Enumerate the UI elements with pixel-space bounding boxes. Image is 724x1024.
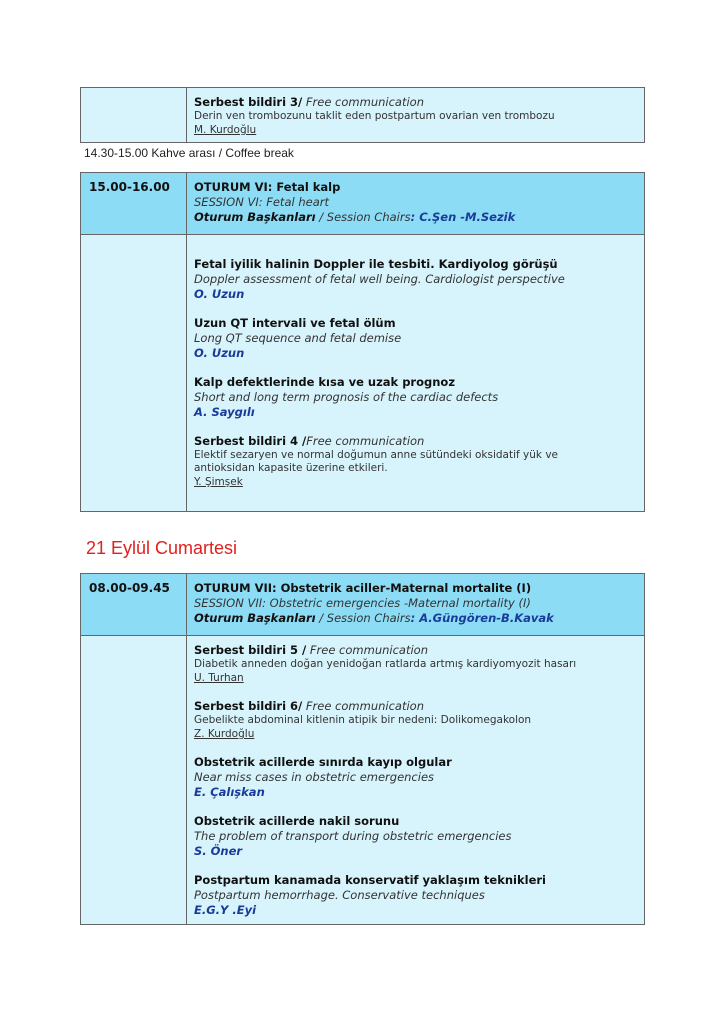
- session-7-table: [80, 573, 645, 925]
- session-title-en: SESSION VI: Fetal heart: [194, 195, 329, 209]
- talk-title-en: Free communication: [306, 643, 428, 657]
- talk-description: Gebelikte abdominal kitlenin atipik bir nedeni: Dolikomegakolon: [194, 714, 532, 726]
- talk-title-en: Long QT sequence and fetal demise: [194, 331, 402, 345]
- talk-title-en: Short and long term prognosis of the cardiac defects: [194, 390, 499, 404]
- session-chairs: : C.Şen -M.Sezik: [410, 210, 516, 224]
- talk-title: Postpartum kanamada konservatif yaklaşım teknikleri: [194, 873, 547, 887]
- table-free-communication-3: [80, 87, 645, 143]
- talk-author: O. Uzun: [194, 346, 245, 360]
- talk-author: A. Saygılı: [194, 405, 255, 419]
- talk-description: Elektif sezaryen ve normal doğumun anne sütündeki oksidatif yük ve: [194, 449, 559, 461]
- talk-title-en: Free communication: [302, 699, 424, 713]
- talk-author: S. Öner: [194, 844, 243, 858]
- talk-title: Obstetrik acillerde nakil sorunu: [194, 814, 400, 828]
- time-cell-empty: [81, 636, 187, 924]
- talk-title: Serbest bildiri 6/: [194, 699, 303, 713]
- talk-author: M. Kurdoğlu: [194, 124, 257, 136]
- day-heading: 21 Eylül Cumartesi: [86, 538, 238, 558]
- session-6-table: [80, 172, 645, 512]
- talk-description: antioksidan kapasite üzerine etkileri.: [194, 462, 388, 474]
- talk-item: [194, 814, 637, 859]
- talk-title: Serbest bildiri 3/: [194, 95, 303, 109]
- talk-item: [194, 755, 637, 800]
- talk-title: Serbest bildiri 4 /: [194, 434, 307, 448]
- session-time: 15.00-16.00: [81, 173, 187, 234]
- free-communication-item: [194, 699, 637, 741]
- free-communication-item: [194, 643, 637, 685]
- talk-description: Diabetik anneden doğan yenidoğan ratlarda artmış kardiyomyozit hasarı: [194, 658, 577, 670]
- talk-author: O. Uzun: [194, 287, 245, 301]
- chairs-label: Oturum Başkanları: [194, 210, 316, 224]
- talk-title-en: Near miss cases in obstetric emergencies: [194, 770, 435, 784]
- talk-author: E.G.Y .Eyi: [194, 903, 257, 917]
- chairs-label: Oturum Başkanları: [194, 611, 316, 625]
- session-title-en: SESSION VII: Obstetric emergencies -Maternal mortality (I): [194, 596, 531, 610]
- talk-title-en: Postpartum hemorrhage. Conservative techniques: [194, 888, 485, 902]
- talk-title-en: Free communication: [302, 95, 424, 109]
- talk-item: [194, 375, 637, 420]
- talk-title: Obstetrik acillerde sınırda kayıp olgular: [194, 755, 452, 769]
- talk-item: [194, 257, 637, 302]
- time-cell-empty: [81, 88, 187, 142]
- talk-item: [187, 88, 644, 142]
- session-chairs: : A.Güngören-B.Kavak: [410, 611, 554, 625]
- chairs-label-en: / Session Chairs: [315, 210, 411, 224]
- talk-title: Uzun QT intervali ve fetal ölüm: [194, 316, 396, 330]
- talk-author: Y. Şimşek: [194, 476, 243, 488]
- free-communication-item: [194, 434, 637, 489]
- talk-title: Fetal iyilik halinin Doppler ile tesbiti. Kardiyolog görüşü: [194, 257, 558, 271]
- talk-title-en: Free communication: [306, 434, 425, 448]
- talk-title-en: Doppler assessment of fetal well being. Cardiologist perspective: [194, 272, 565, 286]
- talk-title: Serbest bildiri 5 /: [194, 643, 307, 657]
- talk-author: U. Turhan: [194, 672, 244, 684]
- chairs-label-en: / Session Chairs: [315, 611, 411, 625]
- session-time: 08.00-09.45: [81, 574, 187, 635]
- talk-title-en: The problem of transport during obstetric emergencies: [194, 829, 512, 843]
- coffee-break: 14.30-15.00 Kahve arası / Coffee break: [84, 146, 294, 160]
- talk-title: Kalp defektlerinde kısa ve uzak prognoz: [194, 375, 456, 389]
- talk-item: [194, 316, 637, 361]
- talk-description: Derin ven trombozunu taklit eden postpartum ovarian ven trombozu: [194, 110, 555, 122]
- talk-author: E. Çalışkan: [194, 785, 265, 799]
- time-cell-empty: [81, 235, 187, 511]
- talk-item: [194, 873, 637, 918]
- session-title: OTURUM VI: Fetal kalp: [194, 180, 341, 194]
- session-title: OTURUM VII: Obstetrik aciller-Maternal mortalite (I): [194, 581, 532, 595]
- talk-author: Z. Kurdoğlu: [194, 728, 255, 740]
